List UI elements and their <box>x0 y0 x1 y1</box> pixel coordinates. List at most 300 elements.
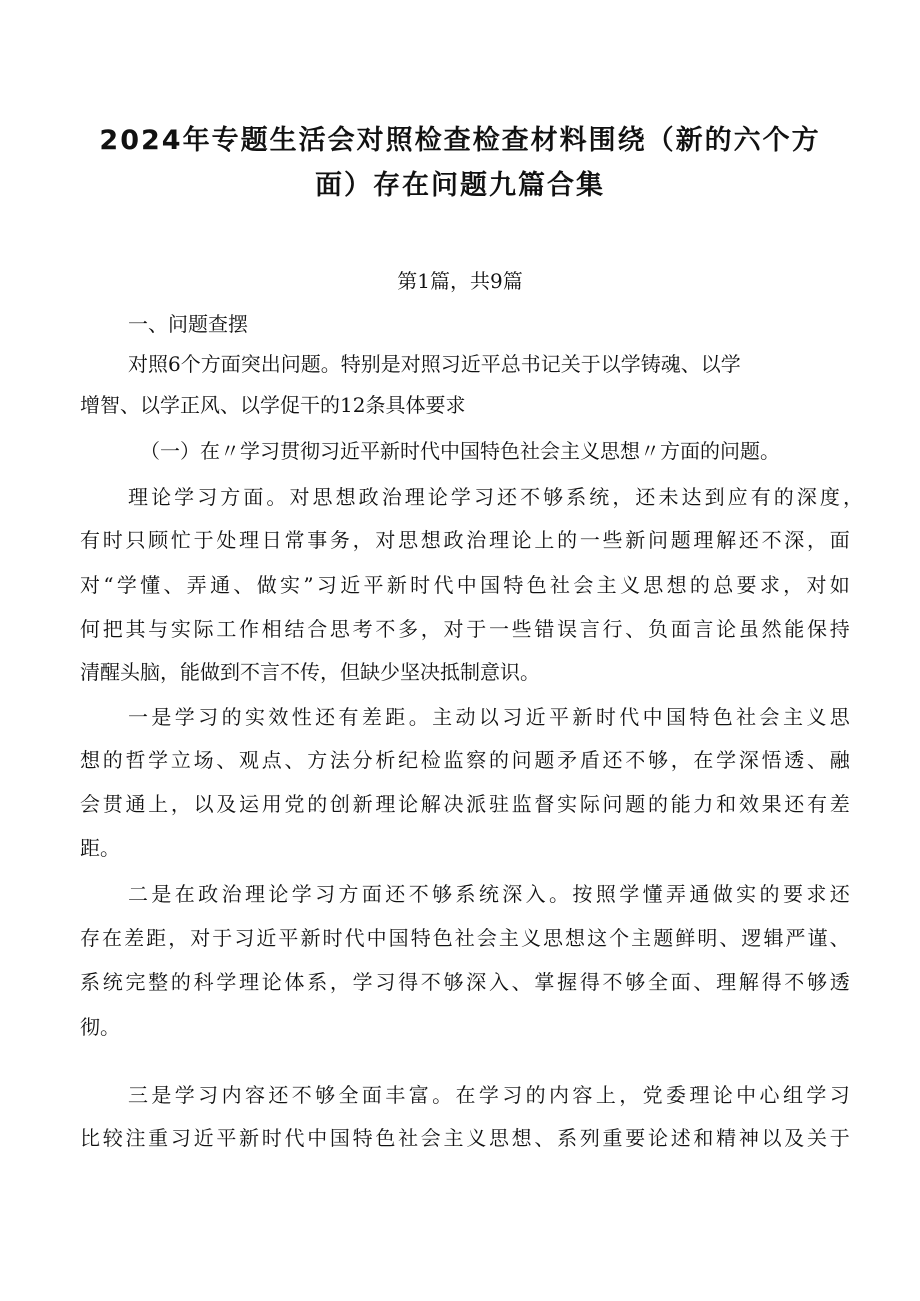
text-char: 学 <box>450 485 471 509</box>
text-char: 、 <box>511 970 532 994</box>
text-char: 忙 <box>170 528 191 552</box>
text-char: 要 <box>782 882 803 906</box>
text-char: 多 <box>398 617 419 641</box>
text-char: 实 <box>557 792 578 816</box>
text-char: 持 <box>829 617 850 641</box>
text-char: 特 <box>503 573 524 597</box>
text-char: 日 <box>261 528 282 552</box>
text-char: 治 <box>466 528 487 552</box>
paragraph-line <box>128 487 863 507</box>
text-char: 的 <box>557 528 578 552</box>
text-char: 新 <box>572 705 593 729</box>
text-char: 主 <box>498 926 519 950</box>
text-char: 上 <box>595 1083 616 1107</box>
text-char: 掌 <box>534 970 555 994</box>
text-char: 系 <box>557 1126 578 1150</box>
text-char: ， <box>807 528 827 552</box>
text-char: 会 <box>573 573 594 597</box>
text-char: 应 <box>727 485 748 509</box>
text-char: 学 <box>716 748 737 772</box>
text-char: 上 <box>534 528 555 552</box>
text-char: 的 <box>759 882 780 906</box>
text-char: 按 <box>572 882 593 906</box>
text-char: 义 <box>619 573 640 597</box>
text-char: 处 <box>216 528 237 552</box>
text-char: 二 <box>128 882 148 906</box>
text-char: 主 <box>432 705 453 729</box>
text-char: 主 <box>631 926 652 950</box>
text-char: 及 <box>784 1126 805 1150</box>
text-char: 与 <box>148 617 169 641</box>
text-char: 解 <box>716 528 737 552</box>
text-char: 比 <box>80 1126 100 1150</box>
text-char: 色 <box>526 573 547 597</box>
text-char: 不 <box>520 485 541 509</box>
text-char: 理 <box>128 485 148 509</box>
text-char: 理 <box>689 1083 710 1107</box>
text-char: 错 <box>534 617 555 641</box>
text-char: 深 <box>502 882 523 906</box>
text-char: 其 <box>125 617 146 641</box>
text-char: 懂 <box>140 573 161 597</box>
text-char: 些 <box>602 528 623 552</box>
text-char: 总 <box>713 573 734 597</box>
text-char: 驻 <box>488 792 509 816</box>
text-char: 理 <box>488 528 509 552</box>
text-char: 以 <box>478 705 499 729</box>
text-char: 不 <box>784 970 805 994</box>
text-char: 学 <box>478 1083 499 1107</box>
text-char: 内 <box>221 1083 242 1107</box>
text-char: 学 <box>619 882 640 906</box>
text-char: 平 <box>216 1126 237 1150</box>
text-char: 全 <box>338 1083 359 1107</box>
text-char: 误 <box>557 617 578 641</box>
text-char: 代 <box>619 705 640 729</box>
text-char: 创 <box>329 792 350 816</box>
text-char: 对 <box>443 617 464 641</box>
text-char: 论 <box>398 792 419 816</box>
text-char: 照 <box>595 882 616 906</box>
text-char: 时 <box>102 528 123 552</box>
text-char: 方 <box>307 748 328 772</box>
text-char: 习 <box>315 882 336 906</box>
text-char: 察 <box>466 748 487 772</box>
text-char: 析 <box>375 748 396 772</box>
text-char: 于 <box>193 528 214 552</box>
text-char: 效 <box>268 705 289 729</box>
text-char: 差 <box>124 926 145 950</box>
text-char: 思 <box>329 617 350 641</box>
text-char: 存 <box>80 926 100 950</box>
text-char: 够 <box>315 1083 336 1107</box>
text-char: 深 <box>466 970 487 994</box>
text-char: 要 <box>736 573 757 597</box>
text-char: 、 <box>807 748 827 772</box>
text-char: 够 <box>543 485 564 509</box>
text-char: 的 <box>488 748 509 772</box>
text-char: “ <box>103 573 114 597</box>
text-char: 代 <box>284 1126 305 1150</box>
text-char: 个 <box>609 926 630 950</box>
text-char: 结 <box>284 617 305 641</box>
text-char: 够 <box>625 970 646 994</box>
text-char: 懂 <box>642 882 663 906</box>
text-char: 对 <box>80 573 100 597</box>
text-char: 得 <box>761 970 782 994</box>
text-char: 做 <box>256 573 277 597</box>
text-char: 体 <box>284 970 305 994</box>
text-char: 学 <box>174 705 195 729</box>
text-char: 丰 <box>385 1083 406 1107</box>
document-title-line-1: 2024年专题生活会对照检查检查材料围绕（新的六个方 <box>99 125 821 156</box>
text-char: 未 <box>658 485 679 509</box>
text-char: 注 <box>125 1126 146 1150</box>
text-char: 在 <box>174 882 195 906</box>
text-char: 治 <box>381 485 402 509</box>
text-char: 新 <box>300 926 321 950</box>
text-char: 想 <box>335 485 356 509</box>
text-char: 力 <box>693 792 714 816</box>
paragraph-line <box>80 619 850 639</box>
text-char: 问 <box>647 528 668 552</box>
text-char: 哲 <box>125 748 146 772</box>
text-char: 政 <box>358 485 379 509</box>
paragraph-line <box>128 1085 850 1105</box>
text-char: 论 <box>151 485 172 509</box>
text-char: 要 <box>625 1126 646 1150</box>
text-char: 不 <box>761 528 782 552</box>
text-char: 问 <box>511 748 532 772</box>
text-char: 有 <box>807 792 827 816</box>
text-char: 、 <box>163 573 184 597</box>
text-char: 组 <box>782 1083 803 1107</box>
text-char: 述 <box>670 1126 691 1150</box>
text-char: 的 <box>525 1083 546 1107</box>
text-char: 习 <box>234 926 255 950</box>
text-char: 检 <box>420 748 441 772</box>
text-char: 入 <box>525 882 546 906</box>
text-char: 能 <box>784 617 805 641</box>
text-char: 委 <box>665 1083 686 1107</box>
text-char: ， <box>352 528 373 552</box>
text-char: 够 <box>443 970 464 994</box>
text-char: 思 <box>542 926 563 950</box>
paragraph-line: （一）在〃学习贯彻习近平新时代中国特色社会主义思想〃方面的问题。 <box>140 439 780 463</box>
text-char: 纪 <box>398 748 419 772</box>
text-char: 对 <box>190 926 211 950</box>
text-char: 学 <box>806 1083 827 1107</box>
text-char: 通 <box>210 573 231 597</box>
text-char: 主 <box>596 573 617 597</box>
text-char: 近 <box>340 573 361 597</box>
text-char: 新 <box>625 528 646 552</box>
text-char: 国 <box>480 573 501 597</box>
text-char: 习 <box>502 705 523 729</box>
text-char: 思 <box>643 573 664 597</box>
text-char: 理 <box>239 970 260 994</box>
text-char: 的 <box>773 485 794 509</box>
text-char: 际 <box>193 617 214 641</box>
text-char: 言 <box>579 617 600 641</box>
text-char: 学 <box>216 970 237 994</box>
text-char: 学 <box>291 882 312 906</box>
text-char: 做 <box>712 882 733 906</box>
text-char: 论 <box>261 970 282 994</box>
text-char: 合 <box>307 617 328 641</box>
text-char: 求 <box>759 573 780 597</box>
text-char: 实 <box>280 573 301 597</box>
text-char: ， <box>329 970 350 994</box>
text-char: 理 <box>239 528 260 552</box>
text-char: 想 <box>666 573 687 597</box>
text-char: 差 <box>361 705 382 729</box>
text-char: 通 <box>689 882 710 906</box>
text-char: 想 <box>511 1126 532 1150</box>
text-char: 盾 <box>579 748 600 772</box>
text-char: 。 <box>266 485 287 509</box>
text-char: 差 <box>829 792 850 816</box>
text-char: 党 <box>284 792 305 816</box>
text-char: 在 <box>455 1083 476 1107</box>
text-char: 一 <box>488 617 509 641</box>
paragraph-line <box>80 750 850 770</box>
text-char: 对 <box>806 573 827 597</box>
text-char: 逻 <box>741 926 762 950</box>
text-char: 不 <box>420 970 441 994</box>
text-char: 方 <box>338 882 359 906</box>
text-char: 近 <box>525 705 546 729</box>
text-char: 言 <box>693 617 714 641</box>
paragraph-line <box>80 530 850 550</box>
text-char: 平 <box>363 573 384 597</box>
text-char: 特 <box>352 1126 373 1150</box>
text-char: 有 <box>80 528 100 552</box>
text-char: 统 <box>102 970 123 994</box>
text-char: 虽 <box>738 617 759 641</box>
text-char: 、 <box>625 617 646 641</box>
text-char: 关 <box>807 1126 827 1150</box>
text-char: 些 <box>511 617 532 641</box>
text-char: 题 <box>670 528 691 552</box>
text-char: ” <box>303 573 314 597</box>
text-char: 、 <box>233 573 254 597</box>
text-char: 较 <box>102 1126 123 1150</box>
text-char: 会 <box>420 1126 441 1150</box>
text-char: ， <box>670 748 691 772</box>
text-char: 想 <box>420 528 441 552</box>
text-char: 派 <box>466 792 487 816</box>
text-char: 论 <box>427 485 448 509</box>
text-char: 时 <box>410 573 431 597</box>
text-char: 在 <box>102 926 123 950</box>
text-char: 于 <box>466 617 487 641</box>
text-char: 三 <box>128 1083 148 1107</box>
text-char: 想 <box>565 926 586 950</box>
text-char: 、 <box>719 926 740 950</box>
text-char: 习 <box>316 573 337 597</box>
text-char: 不 <box>375 617 396 641</box>
text-char: 督 <box>534 792 555 816</box>
text-char: 社 <box>736 705 757 729</box>
text-char: 社 <box>550 573 571 597</box>
text-char: 习 <box>829 1083 850 1107</box>
text-char: 何 <box>80 617 100 641</box>
text-char: 距 <box>146 926 167 950</box>
text-char: 内 <box>549 1083 570 1107</box>
text-char: 达 <box>681 485 702 509</box>
text-char: 不 <box>602 970 623 994</box>
text-char: 握 <box>557 970 578 994</box>
paragraph-line: 距。 <box>80 836 120 860</box>
text-char: 心 <box>759 1083 780 1107</box>
text-char: 列 <box>579 1126 600 1150</box>
text-char: 场 <box>193 748 214 772</box>
text-char: 治 <box>221 882 242 906</box>
text-char: 理 <box>375 792 396 816</box>
text-char: 论 <box>647 1126 668 1150</box>
text-char: 把 <box>102 617 123 641</box>
text-char: 弄 <box>665 882 686 906</box>
paragraph-line: 一、问题查摆 <box>128 312 248 336</box>
text-char: 在 <box>693 748 714 772</box>
text-char: 社 <box>398 1126 419 1150</box>
text-char: 习 <box>197 485 218 509</box>
text-char: 义 <box>806 705 827 729</box>
text-char: 中 <box>307 1126 328 1150</box>
text-char: 平 <box>549 705 570 729</box>
text-char: 和 <box>716 792 737 816</box>
text-char: 还 <box>315 705 336 729</box>
text-char: 实 <box>736 882 757 906</box>
text-char: 学 <box>148 748 169 772</box>
text-char: 不 <box>408 882 429 906</box>
text-char: 保 <box>807 617 827 641</box>
text-char: 论 <box>268 882 289 906</box>
text-char: 谨 <box>807 926 828 950</box>
text-char: 会 <box>759 705 780 729</box>
text-char: 习 <box>473 485 494 509</box>
text-char: 监 <box>511 792 532 816</box>
text-char: 明 <box>697 926 718 950</box>
text-char: 深 <box>796 485 817 509</box>
text-char: 、 <box>693 970 714 994</box>
text-char: 透 <box>784 748 805 772</box>
text-char: 不 <box>291 1083 312 1107</box>
text-char: 求 <box>806 882 827 906</box>
text-char: 色 <box>375 1126 396 1150</box>
text-char: 政 <box>443 528 464 552</box>
text-char: 、 <box>284 748 305 772</box>
text-char: 科 <box>193 970 214 994</box>
paragraph-line: 增智、以学正风、以学促干的12条具体要求 <box>80 393 466 417</box>
text-char: 义 <box>466 1126 487 1150</box>
text-char: 际 <box>579 792 600 816</box>
text-char: 实 <box>170 617 191 641</box>
text-char: 主 <box>782 705 803 729</box>
text-char: 和 <box>693 1126 714 1150</box>
text-char: 立 <box>170 748 191 772</box>
text-char: 是 <box>151 882 172 906</box>
text-char: 容 <box>572 1083 593 1107</box>
text-char: 国 <box>388 926 409 950</box>
text-char: 点 <box>261 748 282 772</box>
text-char: 新 <box>386 573 407 597</box>
text-char: 的 <box>221 705 242 729</box>
paragraph-line <box>128 884 850 904</box>
text-char: 统 <box>589 485 610 509</box>
text-char: 精 <box>716 1126 737 1150</box>
text-char: ， <box>168 926 189 950</box>
text-char: 是 <box>151 1083 172 1107</box>
text-char: 国 <box>329 1126 350 1150</box>
text-char: 系 <box>80 970 100 994</box>
text-char: 、 <box>534 1126 555 1150</box>
text-char: 的 <box>689 573 710 597</box>
text-char: 如 <box>829 573 850 597</box>
text-char: 还 <box>602 748 623 772</box>
text-char: 富 <box>408 1083 429 1107</box>
paragraph-line <box>128 707 850 727</box>
text-char: 悟 <box>761 748 782 772</box>
text-char: 以 <box>193 792 214 816</box>
text-char: 理 <box>716 970 737 994</box>
text-char: 时 <box>322 926 343 950</box>
text-char: 思 <box>312 485 333 509</box>
text-char: 色 <box>712 705 733 729</box>
text-char: 得 <box>579 970 600 994</box>
text-char: 题 <box>534 748 555 772</box>
text-char: 题 <box>653 926 674 950</box>
text-char: 论 <box>511 528 532 552</box>
text-char: ， <box>783 573 804 597</box>
text-char: 思 <box>398 528 419 552</box>
text-char: 特 <box>689 705 710 729</box>
text-char: ， <box>619 1083 640 1107</box>
text-char: 重 <box>148 1126 169 1150</box>
text-char: 系 <box>566 485 587 509</box>
text-char: 系 <box>455 882 476 906</box>
text-char: 政 <box>198 882 219 906</box>
text-char: 还 <box>829 882 850 906</box>
text-char: 用 <box>261 792 282 816</box>
text-char: 的 <box>307 792 328 816</box>
text-char: ， <box>170 792 191 816</box>
text-char: 决 <box>443 792 464 816</box>
text-char: 一 <box>579 528 600 552</box>
text-char: 然 <box>761 617 782 641</box>
text-char: 理 <box>693 528 714 552</box>
text-char: 面 <box>243 485 264 509</box>
text-char: 深 <box>738 748 759 772</box>
text-char: 深 <box>784 528 805 552</box>
text-char: 系 <box>307 970 328 994</box>
text-char: 思 <box>488 1126 509 1150</box>
text-char: 动 <box>455 705 476 729</box>
text-char: 矛 <box>557 748 578 772</box>
paragraph-line: 对照6个方面突出问题。特别是对照习近平总书记关于以学铸魂、以学 <box>128 352 741 376</box>
text-char: 习 <box>375 970 396 994</box>
text-char: 工 <box>216 617 237 641</box>
text-char: 解 <box>420 792 441 816</box>
paragraph-line <box>80 972 850 992</box>
text-char: 习 <box>198 1083 219 1107</box>
text-char: 分 <box>352 748 373 772</box>
text-char: 习 <box>198 705 219 729</box>
paragraph-line: 彻。 <box>80 1015 120 1039</box>
text-char: 国 <box>665 705 686 729</box>
text-char: 的 <box>647 792 668 816</box>
